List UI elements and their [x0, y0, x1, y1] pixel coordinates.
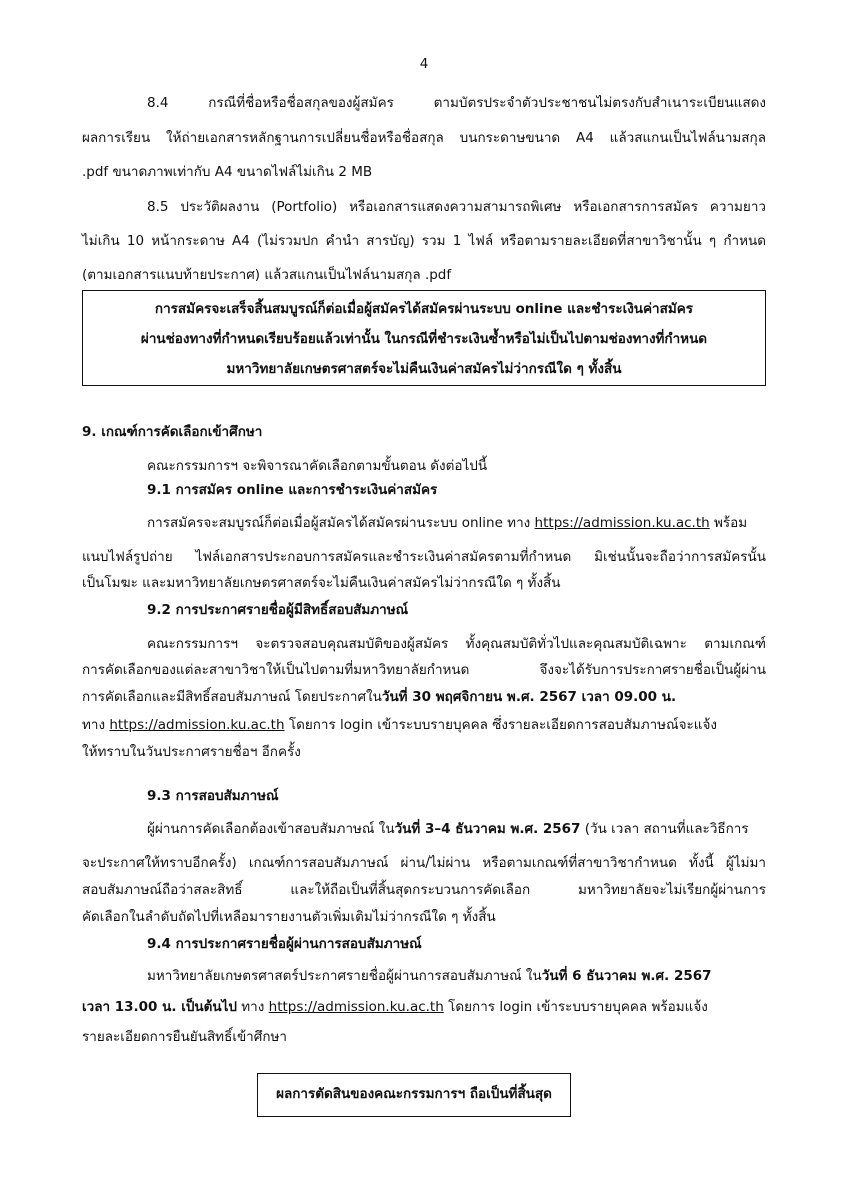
section-9-1-line-1: [147, 513, 747, 533]
section-9-2-line-1: คณะกรรมการฯ จะตรวจสอบคุณสมบัติของผู้สมัคร ทั้งคุณสมบัติทั่วไปและคุณสมบัติเฉพาะ ตามเกณฑ์: [147, 636, 766, 652]
notice-line-2: ผ่านช่องทางที่กำหนดเรียบร้อยแล้วเท่านั้น ในกรณีที่ชำระเงินซ้ำหรือไม่เป็นไปตามช่องทางที่กำหนด: [140, 331, 708, 347]
section-9-4-line-1: [147, 966, 712, 986]
result-announcement-date: วันที่ 6 ธันวาคม พ.ศ. 2567: [541, 968, 712, 984]
section-9-3-line-1: [147, 819, 749, 839]
section-9-heading: 9. เกณฑ์การคัดเลือกเข้าศึกษา: [82, 424, 263, 440]
section-9-1-line-2: แนบไฟล์รูปถ่าย ไฟล์เอกสารประกอบการสมัครและชำระเงินค่าสมัครตามที่กำหนด มิเช่นนั้นจะถือว่าการสมัครนั้น: [82, 549, 766, 565]
section-9-2-line-4: [82, 715, 717, 735]
section-9-4-line-1-text: มหาวิทยาลัยเกษตรศาสตร์ประกาศรายชื่อผู้ผ่านการสอบสัมภาษณ์ ใน: [147, 968, 542, 984]
section-8-4-line-1: 8.4 กรณีที่ชื่อหรือชื่อสกุลของผู้สมัคร ตามบัตรประจำตัวประชาชนไม่ตรงกับสำเนาระเบียนแสดง: [147, 95, 766, 111]
section-9-3-line-1-tail: (วัน เวลา สถานที่และวิธีการ: [580, 821, 749, 837]
section-8-4-line-3: .pdf ขนาดภาพเท่ากับ A4 ขนาดไฟล์ไม่เกิน 2 MB: [82, 164, 373, 180]
section-9-2-line-4-tail: โดยการ login เข้าระบบรายบุคคล ซึ่งรายละเอียดการสอบสัมภาษณ์จะแจ้ง: [284, 717, 717, 733]
section-9-4-line-2-tail: โดยการ login เข้าระบบรายบุคคล พร้อมแจ้ง: [443, 999, 708, 1015]
final-decision-box: ผลการตัดสินของคณะกรรมการฯ ถือเป็นที่สิ้นสุด: [257, 1073, 571, 1117]
section-9-2-heading: 9.2 การประกาศรายชื่อผู้มีสิทธิ์สอบสัมภาษณ์: [147, 602, 409, 618]
section-9-3-line-2: จะประกาศให้ทราบอีกครั้ง) เกณฑ์การสอบสัมภาษณ์ ผ่าน/ไม่ผ่าน หรือตามเกณฑ์ที่สาขาวิชากำหนด ทั้งนี้ ผู้ไม่มา: [82, 855, 766, 871]
section-8-5-line-3: (ตามเอกสารแนบท้ายประกาศ) แล้วสแกนเป็นไฟล์นามสกุล .pdf: [82, 267, 452, 283]
section-9-1-line-1-text: การสมัครจะสมบูรณ์ก็ต่อเมื่อผู้สมัครได้สมัครผ่านระบบ online ทาง: [147, 515, 535, 531]
notice-line-1: การสมัครจะเสร็จสิ้นสมบูรณ์ก็ต่อเมื่อผู้สมัครได้สมัครผ่านระบบ online และชำระเงินค่าสมัคร: [154, 301, 694, 317]
admission-link[interactable]: https://admission.ku.ac.th: [268, 999, 444, 1015]
section-9-4-heading: 9.4 การประกาศรายชื่อผู้ผ่านการสอบสัมภาษณ์: [147, 936, 422, 952]
notice-line-3: มหาวิทยาลัยเกษตรศาสตร์จะไม่คืนเงินค่าสมัครไม่ว่ากรณีใด ๆ ทั้งสิ้น: [226, 361, 622, 377]
section-9-2-line-3-text: การคัดเลือกและมีสิทธิ์สอบสัมภาษณ์ โดยประกาศใน: [82, 689, 382, 705]
section-9-4-line-2-text: ทาง: [236, 999, 269, 1015]
section-8-4-line-2: ผลการเรียน ให้ถ่ายเอกสารหลักฐานการเปลี่ยนชื่อหรือชื่อสกุล บนกระดาษขนาด A4 แล้วสแกนเป็นไฟล์นามสกุล: [82, 130, 766, 146]
section-9-2-line-4-text: ทาง: [82, 717, 110, 733]
section-9-3-line-3: สอบสัมภาษณ์ถือว่าสละสิทธิ์ และให้ถือเป็นที่สิ้นสุดกระบวนการคัดเลือก มหาวิทยาลัยจะไม่เรียกผู้ผ่านการ: [82, 882, 766, 898]
section-9-4-line-3: รายละเอียดการยืนยันสิทธิ์เข้าศึกษา: [82, 1029, 287, 1045]
section-8-5-line-1: 8.5 ประวัติผลงาน (Portfolio) หรือเอกสารแสดงความสามารถพิเศษ หรือเอกสารการสมัคร ความยาว: [147, 199, 766, 215]
section-9-1-heading: 9.1 การสมัคร online และการชำระเงินค่าสมัคร: [147, 482, 438, 498]
interview-date: วันที่ 3–4 ธันวาคม พ.ศ. 2567: [394, 821, 581, 837]
section-9-4-line-2: [82, 997, 708, 1017]
application-notice-box: [82, 290, 766, 386]
shortlist-announcement-date: วันที่ 30 พฤศจิกายน พ.ศ. 2567 เวลา 09.00 น.: [381, 689, 677, 705]
section-9-3-line-4: คัดเลือกในลำดับถัดไปที่เหลือมารายงานตัวเพิ่มเติมไม่ว่ากรณีใด ๆ ทั้งสิ้น: [82, 909, 496, 925]
section-9-3-line-1-text: ผู้ผ่านการคัดเลือกต้องเข้าสอบสัมภาษณ์ ใน: [147, 821, 395, 837]
section-9-1-line-3: เป็นโมฆะ และมหาวิทยาลัยเกษตรศาสตร์จะไม่คืนเงินค่าสมัครไม่ว่ากรณีใด ๆ ทั้งสิ้น: [82, 575, 561, 591]
section-9-intro: คณะกรรมการฯ จะพิจารณาคัดเลือกตามขั้นตอน ดังต่อไปนี้: [147, 458, 488, 474]
section-9-1-line-1-tail: พร้อม: [709, 515, 748, 531]
page-number: 4: [419, 56, 429, 72]
section-9-3-heading: 9.3 การสอบสัมภาษณ์: [147, 788, 279, 804]
admission-link[interactable]: https://admission.ku.ac.th: [109, 717, 285, 733]
section-9-2-line-3: [82, 687, 676, 707]
admission-link[interactable]: https://admission.ku.ac.th: [534, 515, 710, 531]
section-9-2-line-5: ให้ทราบในวันประกาศรายชื่อฯ อีกครั้ง: [82, 744, 301, 760]
result-announcement-time: เวลา 13.00 น. เป็นต้นไป: [82, 999, 237, 1015]
section-8-5-line-2: ไม่เกิน 10 หน้ากระดาษ A4 (ไม่รวมปก คำนำ สารบัญ) รวม 1 ไฟล์ หรือตามรายละเอียดที่สาขาวิชานั้น ๆ กำหนด: [82, 233, 766, 249]
section-9-2-line-2: การคัดเลือกของแต่ละสาขาวิชาให้เป็นไปตามที่มหาวิทยาลัยกำหนด จึงจะได้รับการประกาศรายชื่อเป็นผู้ผ่าน: [82, 662, 766, 678]
